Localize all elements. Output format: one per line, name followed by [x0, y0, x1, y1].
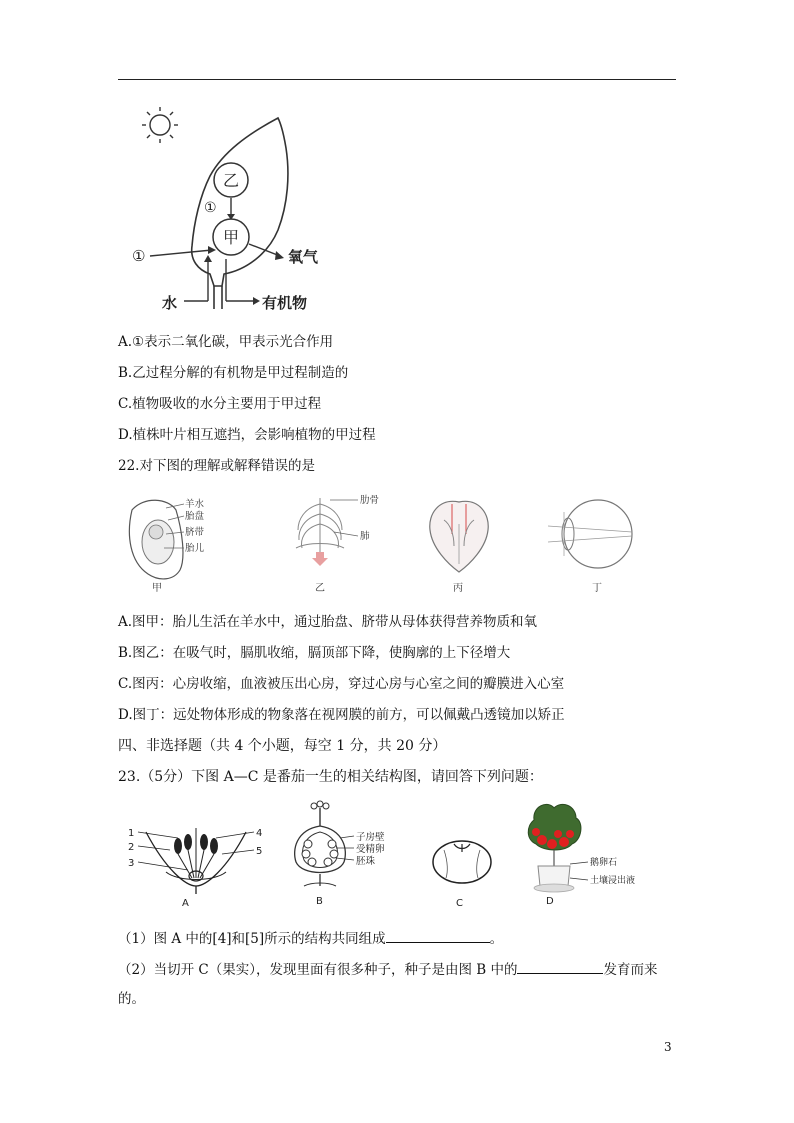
answer-blank-1[interactable] — [386, 928, 490, 943]
num-4: 4 — [256, 828, 263, 839]
q22-stem: 22.对下图的理解或解释错误的是 — [118, 458, 315, 474]
q23-fig-a — [126, 820, 266, 908]
label-oxygen: 氧气 — [288, 248, 319, 266]
q21-option-a: A.①表示二氧化碳，甲表示光合作用 — [118, 334, 334, 350]
leaf-figure — [128, 104, 348, 320]
q23-fig-b — [284, 800, 394, 908]
q22-option-b: B.图乙：在吸气时，膈肌收缩，膈顶部下降，使胸廓的上下径增大 — [118, 645, 511, 661]
q22-option-c: C.图丙：心房收缩，血液被压出心房，穿过心房与心室之间的瓣膜进入心室 — [118, 676, 565, 692]
label-pebbles: 鹅卵石 — [590, 858, 618, 868]
caption-c: C — [456, 898, 463, 908]
label-yi: 乙 — [222, 171, 240, 190]
q21-option-b: B.乙过程分解的有机物是甲过程制造的 — [118, 365, 349, 381]
answer-blank-2[interactable] — [517, 959, 603, 974]
q22-option-a: A.图甲：胎儿生活在羊水中，通过胎盘、脐带从母体获得营养物质和氧 — [118, 614, 538, 630]
q21-option-d: D.植株叶片相互遮挡，会影响植物的甲过程 — [118, 427, 376, 443]
q21-option-c: C.植物吸收的水分主要用于甲过程 — [118, 396, 322, 412]
label-circle1-left: ① — [132, 247, 146, 265]
q22-fig-ding — [546, 494, 638, 596]
caption-bing: 丙 — [453, 583, 463, 594]
label-zygote: 受精卵 — [356, 844, 385, 855]
label-rib: 肋骨 — [360, 495, 380, 506]
caption-a: A — [182, 898, 189, 908]
q23-sub2-end: 发育而来 — [603, 962, 658, 978]
label-soil-extract: 土壤浸出液 — [590, 876, 636, 886]
caption-yi: 乙 — [315, 583, 325, 594]
q23-sub1-text: （1）图 A 中的[4]和[5]所示的结构共同组成 — [118, 931, 386, 947]
q23-fig-c — [428, 836, 498, 908]
caption-d: D — [546, 896, 554, 907]
label-placenta: 胎盘 — [185, 511, 205, 522]
q23-sub2-continuation: 的。 — [118, 991, 145, 1007]
q23-fig-d — [514, 800, 654, 908]
q23-sub1-end: 。 — [489, 931, 504, 947]
label-ovary-wall: 子房壁 — [356, 832, 385, 843]
q22-fig-bing — [424, 494, 494, 596]
q22-fig-yi — [290, 492, 400, 596]
label-organic: 有机物 — [262, 294, 308, 312]
page-number: 3 — [664, 1040, 672, 1054]
label-lung: 肺 — [360, 531, 370, 542]
q23-stem: 23.（5分）下图 A—C 是番茄一生的相关结构图，请回答下列问题： — [118, 769, 543, 785]
q23-sub1 — [118, 928, 503, 948]
caption-jia: 甲 — [152, 583, 162, 594]
sun-icon — [142, 107, 178, 143]
num-2: 2 — [128, 842, 135, 853]
section-four-heading: 四、非选择题（共 4 个小题，每空 1 分，共 20 分） — [118, 738, 447, 754]
num-1: 1 — [128, 828, 135, 839]
label-ovule: 胚珠 — [356, 856, 376, 867]
label-fetus: 胎儿 — [185, 543, 205, 554]
label-umbilical: 脐带 — [185, 527, 205, 538]
caption-ding: 丁 — [592, 583, 602, 594]
label-water: 水 — [162, 294, 178, 312]
label-jia: 甲 — [222, 228, 240, 247]
caption-b: B — [316, 896, 323, 907]
q23-sub2 — [118, 959, 657, 979]
q22-option-d: D.图丁：远处物体形成的物象落在视网膜的前方，可以佩戴凸透镜加以矫正 — [118, 707, 565, 723]
q23-sub2-text: （2）当切开 C（果实），发现里面有很多种子，种子是由图 B 中的 — [118, 962, 518, 978]
label-circle1-inner: ① — [204, 200, 217, 216]
label-amniotic: 羊水 — [185, 499, 205, 510]
q22-fig-jia — [122, 490, 222, 596]
num-3: 3 — [128, 858, 135, 869]
num-5: 5 — [256, 846, 263, 857]
header-rule — [118, 79, 676, 80]
